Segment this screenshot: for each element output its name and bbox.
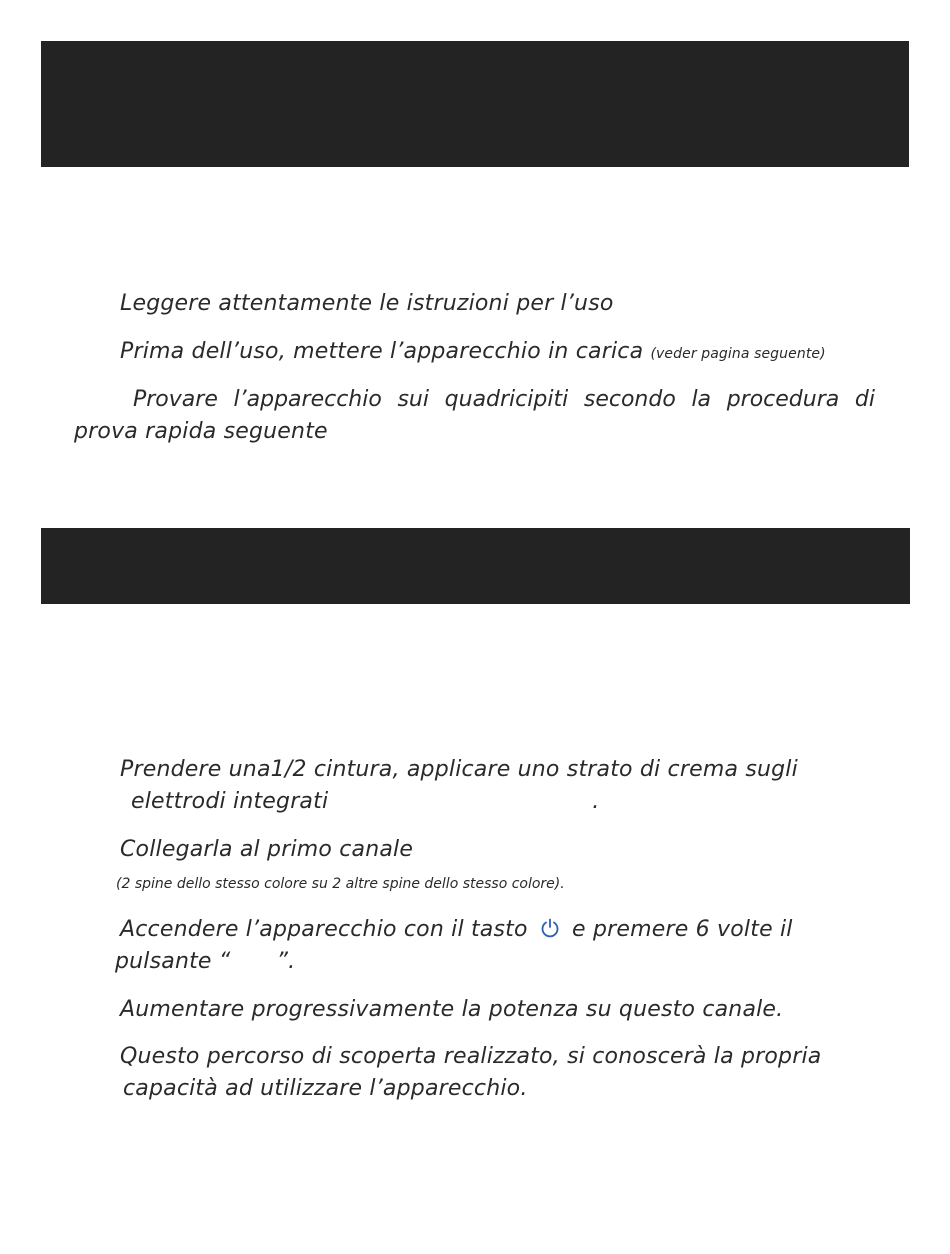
section-banner [41,528,910,604]
intro-item-2 [120,336,826,370]
intro-item-2-text: Prima dell’uso, mettere l’apparecchio in carica [120,339,644,364]
step-2: Collegarla al primo canale [120,837,414,862]
step-1-line-1: Prendere una1/2 cintura, applicare uno strato di crema sugli [120,757,798,782]
step-3-line-2-end: ”. [276,949,296,974]
step-1-line-2 [131,786,599,818]
intro-item-3-line-2: prova rapida seguente [74,419,328,444]
step-3-line-2 [115,946,295,978]
step-5-line-2: capacità ad utilizzare l’apparecchio. [123,1076,528,1101]
step-3-line-2-start: pulsante “ [115,949,231,974]
header-banner [41,41,909,167]
intro-item-2-note: (veder pagina seguente) [650,346,826,362]
step-2-note: (2 spine dello stesso colore su 2 altre spine dello stesso colore). [116,876,565,892]
step-4: Aumentare progressivamente la potenza su questo canale. [120,997,784,1022]
power-icon [539,917,561,939]
step-3-text-after: e premere 6 volte il [572,917,793,942]
intro-item-1: Leggere attentamente le istruzioni per l’uso [120,291,614,316]
step-3-text-before: Accendere l’apparecchio con il tasto [120,917,528,942]
step-3-line-1 [120,914,793,946]
intro-item-3-line-1: Provare l’apparecchio sui quadricipiti secondo la procedura di [133,387,875,412]
step-5-line-1: Questo percorso di scoperta realizzato, si conoscerà la propria [120,1044,822,1069]
step-1-line-2-text: elettrodi integrati [131,789,329,814]
step-1-line-2-end: . [592,789,600,814]
